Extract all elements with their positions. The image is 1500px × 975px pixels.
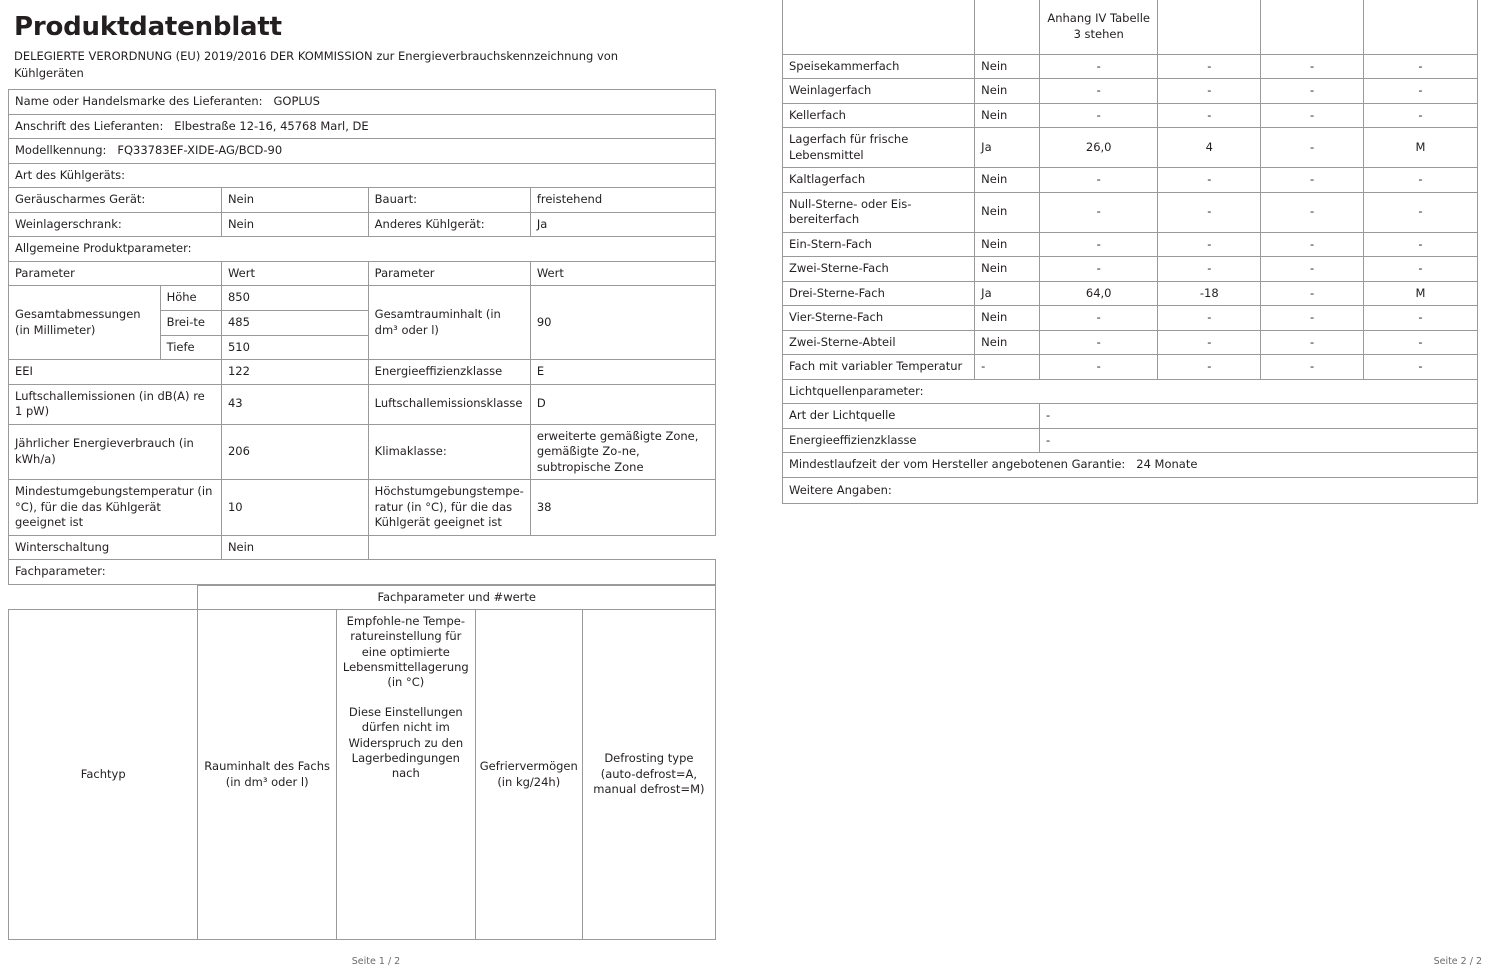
annual-energy-label: Jährlicher Energieverbrauch (in kWh/a)	[9, 424, 222, 480]
annual-energy-row	[9, 424, 716, 480]
col-header-temperature-note: Diese Einstellungen dürfen nicht im Widerspruch zu den Lagerbedingungen nach	[348, 705, 464, 780]
compartments-heading-row	[9, 560, 716, 585]
compartment-freeze: -	[1261, 306, 1364, 331]
compartment-defrost: -	[1364, 79, 1478, 104]
supplier-name-cell	[9, 90, 716, 115]
general-heading: Allgemeine Produktparameter:	[9, 237, 716, 262]
compartment-volume: -	[1039, 330, 1157, 355]
noise-class-value: D	[530, 384, 715, 424]
energy-class-value: E	[530, 360, 715, 385]
model-cell	[9, 139, 716, 164]
compartment-present: -	[975, 355, 1040, 380]
col-parameter-1: Parameter	[9, 261, 222, 286]
height-value: 850	[221, 286, 368, 311]
annex-reference-cell: Anhang IV Tabelle 3 stehen	[1039, 0, 1157, 54]
compartment-type: Drei-Sterne-Fach	[783, 281, 975, 306]
compartment-volume: -	[1039, 355, 1157, 380]
further-info-row	[783, 477, 1478, 503]
width-label: Brei-te	[160, 310, 221, 335]
compartment-present: Nein	[975, 192, 1040, 232]
compartment-type: Vier-Sterne-Fach	[783, 306, 975, 331]
compartment-group-header-row	[9, 585, 716, 610]
compartment-group-header: Fachparameter und #werte	[198, 585, 716, 610]
min-ambient-label: Mindestumgebungstemperatur (in °C), für die das Kühlgerät geeignet ist	[9, 480, 222, 536]
further-info-heading: Weitere Angaben:	[783, 477, 1478, 503]
warranty-cell	[783, 453, 1478, 478]
winter-setting-value: Nein	[221, 535, 368, 560]
general-header-row	[9, 261, 716, 286]
compartment-temp: -	[1158, 355, 1261, 380]
total-volume-label: Gesamtrauminhalt (in dm³ oder l)	[368, 286, 530, 360]
temperature-range-row	[9, 480, 716, 536]
table-row	[783, 103, 1478, 128]
compartment-volume: -	[1039, 257, 1157, 282]
col-parameter-2: Parameter	[368, 261, 530, 286]
compartment-type: Zwei-Sterne-Abteil	[783, 330, 975, 355]
light-source-heading-row	[783, 379, 1478, 404]
eei-value: 122	[221, 360, 368, 385]
footer-page-1: Seite 1 / 2	[351, 956, 401, 967]
compartment-present: Nein	[975, 168, 1040, 193]
compartment-present: Nein	[975, 79, 1040, 104]
wine-cabinet-label: Weinlagerschrank:	[9, 212, 222, 237]
compartment-present: Nein	[975, 103, 1040, 128]
compartment-freeze: -	[1261, 79, 1364, 104]
light-source-heading: Lichtquellenparameter:	[783, 379, 1478, 404]
warranty-row	[783, 453, 1478, 478]
compartment-volume: -	[1039, 232, 1157, 257]
compartment-temp: -	[1158, 54, 1261, 79]
compartment-volume: 64,0	[1039, 281, 1157, 306]
appliance-type-heading: Art des Kühlgeräts:	[9, 163, 716, 188]
table-row	[783, 355, 1478, 380]
compartment-type: Lagerfach für frische Lebensmittel	[783, 128, 975, 168]
compartment-defrost: -	[1364, 168, 1478, 193]
table-row	[783, 257, 1478, 282]
compartment-defrost: -	[1364, 232, 1478, 257]
compartment-present: Ja	[975, 128, 1040, 168]
col-header-fachtyp: Fachtyp	[9, 610, 198, 940]
warranty-label: Mindestlaufzeit der vom Hersteller angebotenen Garantie:	[789, 457, 1126, 472]
general-heading-row	[9, 237, 716, 262]
compartment-freeze: -	[1261, 330, 1364, 355]
compartment-temp: 4	[1158, 128, 1261, 168]
col-header-temperature-main: Empfohle-ne Tempe-ratureinstellung für eine optimierte Lebensmittellagerung (in °C)	[342, 614, 469, 689]
depth-value: 510	[221, 335, 368, 360]
supplier-address-label: Anschrift des Lieferanten:	[15, 118, 164, 133]
compartment-temp: -	[1158, 257, 1261, 282]
footer-page-2: Seite 2 / 2	[1433, 956, 1482, 967]
compartment-freeze: -	[1261, 168, 1364, 193]
compartment-temp: -	[1158, 330, 1261, 355]
appliance-type-row-2	[9, 212, 716, 237]
compartment-present: Ja	[975, 281, 1040, 306]
compartment-volume: -	[1039, 103, 1157, 128]
table-row	[783, 54, 1478, 79]
compartment-type: Kellerfach	[783, 103, 975, 128]
table-row	[783, 232, 1478, 257]
col-header-volume: Rauminhalt des Fachs (in dm³ oder l)	[198, 610, 336, 940]
noise-value: 43	[221, 384, 368, 424]
model-label: Modellkennung:	[15, 143, 107, 158]
page-title: Produktdatenblatt	[14, 12, 282, 42]
regulation-subtitle: DELEGIERTE VERORDNUNG (EU) 2019/2016 DER KOMMISSION zur Energieverbrauchskennzeichnung von Kühlgeräten	[14, 49, 619, 80]
compartment-freeze: -	[1261, 192, 1364, 232]
compartment-type: Weinlagerfach	[783, 79, 975, 104]
table-row	[783, 79, 1478, 104]
supplier-address-cell	[9, 114, 716, 139]
compartment-freeze: -	[1261, 54, 1364, 79]
model-row	[9, 139, 716, 164]
compartment-type: Zwei-Sterne-Fach	[783, 257, 975, 282]
winter-empty-2	[530, 535, 715, 560]
compartment-freeze: -	[1261, 257, 1364, 282]
light-source-type-row	[783, 404, 1478, 429]
compartment-present: Nein	[975, 54, 1040, 79]
table-row	[783, 168, 1478, 193]
compartment-present: Nein	[975, 306, 1040, 331]
dimensions-height-row	[9, 286, 716, 311]
light-source-type-label: Art der Lichtquelle	[783, 404, 1040, 429]
noise-class-label: Luftschallemissionsklasse	[368, 384, 530, 424]
noise-row	[9, 384, 716, 424]
col-header-temperature	[336, 610, 475, 940]
warranty-value: 24 Monate	[1136, 457, 1198, 472]
compartment-volume: -	[1039, 306, 1157, 331]
annual-energy-value: 206	[221, 424, 368, 480]
compartment-volume: -	[1039, 54, 1157, 79]
depth-label: Tiefe	[160, 335, 221, 360]
compartment-defrost: -	[1364, 54, 1478, 79]
compartment-type: Ein-Stern-Fach	[783, 232, 975, 257]
eei-label: EEI	[9, 360, 222, 385]
compartment-header-table	[8, 585, 716, 941]
winter-setting-row	[9, 535, 716, 560]
compartment-defrost: -	[1364, 355, 1478, 380]
construction-value: freistehend	[530, 188, 715, 213]
appliance-type-heading-row	[9, 163, 716, 188]
winter-setting-label: Winterschaltung	[9, 535, 222, 560]
compartment-temp: -	[1158, 232, 1261, 257]
col-value-1: Wert	[221, 261, 368, 286]
col-header-freezing-capacity: Gefriervermögen (in kg/24h)	[475, 610, 582, 940]
col-value-2: Wert	[530, 261, 715, 286]
compartment-temp: -	[1158, 168, 1261, 193]
compartment-temp: -18	[1158, 281, 1261, 306]
compartment-defrost: M	[1364, 128, 1478, 168]
compartment-values-table	[782, 0, 1478, 504]
table-row	[783, 281, 1478, 306]
table-row	[783, 128, 1478, 168]
light-source-class-label: Energieeffizienzklasse	[783, 428, 1040, 453]
height-label: Höhe	[160, 286, 221, 311]
wine-cabinet-value: Nein	[221, 212, 368, 237]
winter-empty-1	[368, 535, 530, 560]
appliance-type-row-1	[9, 188, 716, 213]
eei-row	[9, 360, 716, 385]
col-header-defrost-type: Defrosting type (auto-defrost=A, manual defrost=M)	[582, 610, 715, 940]
max-ambient-value: 38	[530, 480, 715, 536]
min-ambient-value: 10	[221, 480, 368, 536]
compartment-temp: -	[1158, 192, 1261, 232]
table-row	[783, 330, 1478, 355]
compartment-defrost: -	[1364, 103, 1478, 128]
compartments-heading: Fachparameter:	[9, 560, 716, 585]
compartment-defrost: -	[1364, 257, 1478, 282]
table-row	[783, 306, 1478, 331]
compartment-defrost: -	[1364, 306, 1478, 331]
dimensions-label: Gesamtabmessungen (in Millimeter)	[9, 286, 161, 360]
compartment-freeze: -	[1261, 355, 1364, 380]
construction-label: Bauart:	[368, 188, 530, 213]
energy-class-label: Energieeffizienzklasse	[368, 360, 530, 385]
table-row	[783, 192, 1478, 232]
compartment-defrost: -	[1364, 192, 1478, 232]
max-ambient-label: Höchstumgebungstempe-ratur (in °C), für die das Kühlgerät geeignet ist	[368, 480, 530, 536]
climate-class-label: Klimaklasse:	[368, 424, 530, 480]
compartment-volume: -	[1039, 192, 1157, 232]
low-noise-value: Nein	[221, 188, 368, 213]
compartment-present: Nein	[975, 330, 1040, 355]
other-appliance-value: Ja	[530, 212, 715, 237]
light-source-type-value: -	[1039, 404, 1477, 429]
compartment-temp: -	[1158, 79, 1261, 104]
compartment-type: Kaltlagerfach	[783, 168, 975, 193]
compartment-column-header-row	[9, 610, 716, 940]
supplier-name-value: GOPLUS	[273, 94, 320, 109]
compartment-type: Null-Sterne- oder Eis-bereiterfach	[783, 192, 975, 232]
total-volume-value: 90	[530, 286, 715, 360]
model-value: FQ33783EF-XIDE-AG/BCD-90	[117, 143, 283, 158]
other-appliance-label: Anderes Kühlgerät:	[368, 212, 530, 237]
supplier-name-row	[9, 90, 716, 115]
compartment-type: Speisekammerfach	[783, 54, 975, 79]
compartment-freeze: -	[1261, 103, 1364, 128]
width-value: 485	[221, 310, 368, 335]
compartment-defrost: M	[1364, 281, 1478, 306]
continuation-header-row	[783, 0, 1478, 54]
compartment-temp: -	[1158, 306, 1261, 331]
supplier-name-label: Name oder Handelsmarke des Lieferanten:	[15, 94, 263, 109]
supplier-and-general-table	[8, 89, 716, 584]
compartment-defrost: -	[1364, 330, 1478, 355]
compartment-freeze: -	[1261, 232, 1364, 257]
compartment-freeze: -	[1261, 281, 1364, 306]
climate-class-value: erweiterte gemäßigte Zone, gemäßigte Zo-ne, subtropische Zone	[530, 424, 715, 480]
light-source-class-value: -	[1039, 428, 1477, 453]
noise-label: Luftschallemissionen (in dB(A) re 1 pW)	[9, 384, 222, 424]
compartment-present: Nein	[975, 232, 1040, 257]
compartment-type: Fach mit variabler Temperatur	[783, 355, 975, 380]
supplier-address-row	[9, 114, 716, 139]
supplier-address-value: Elbestraße 12-16, 45768 Marl, DE	[174, 118, 369, 133]
compartment-temp: -	[1158, 103, 1261, 128]
compartment-volume: -	[1039, 168, 1157, 193]
low-noise-label: Geräuscharmes Gerät:	[9, 188, 222, 213]
compartment-volume: -	[1039, 79, 1157, 104]
compartment-volume: 26,0	[1039, 128, 1157, 168]
compartment-freeze: -	[1261, 128, 1364, 168]
compartment-present: Nein	[975, 257, 1040, 282]
page-right	[752, 0, 1500, 975]
light-source-class-row	[783, 428, 1478, 453]
